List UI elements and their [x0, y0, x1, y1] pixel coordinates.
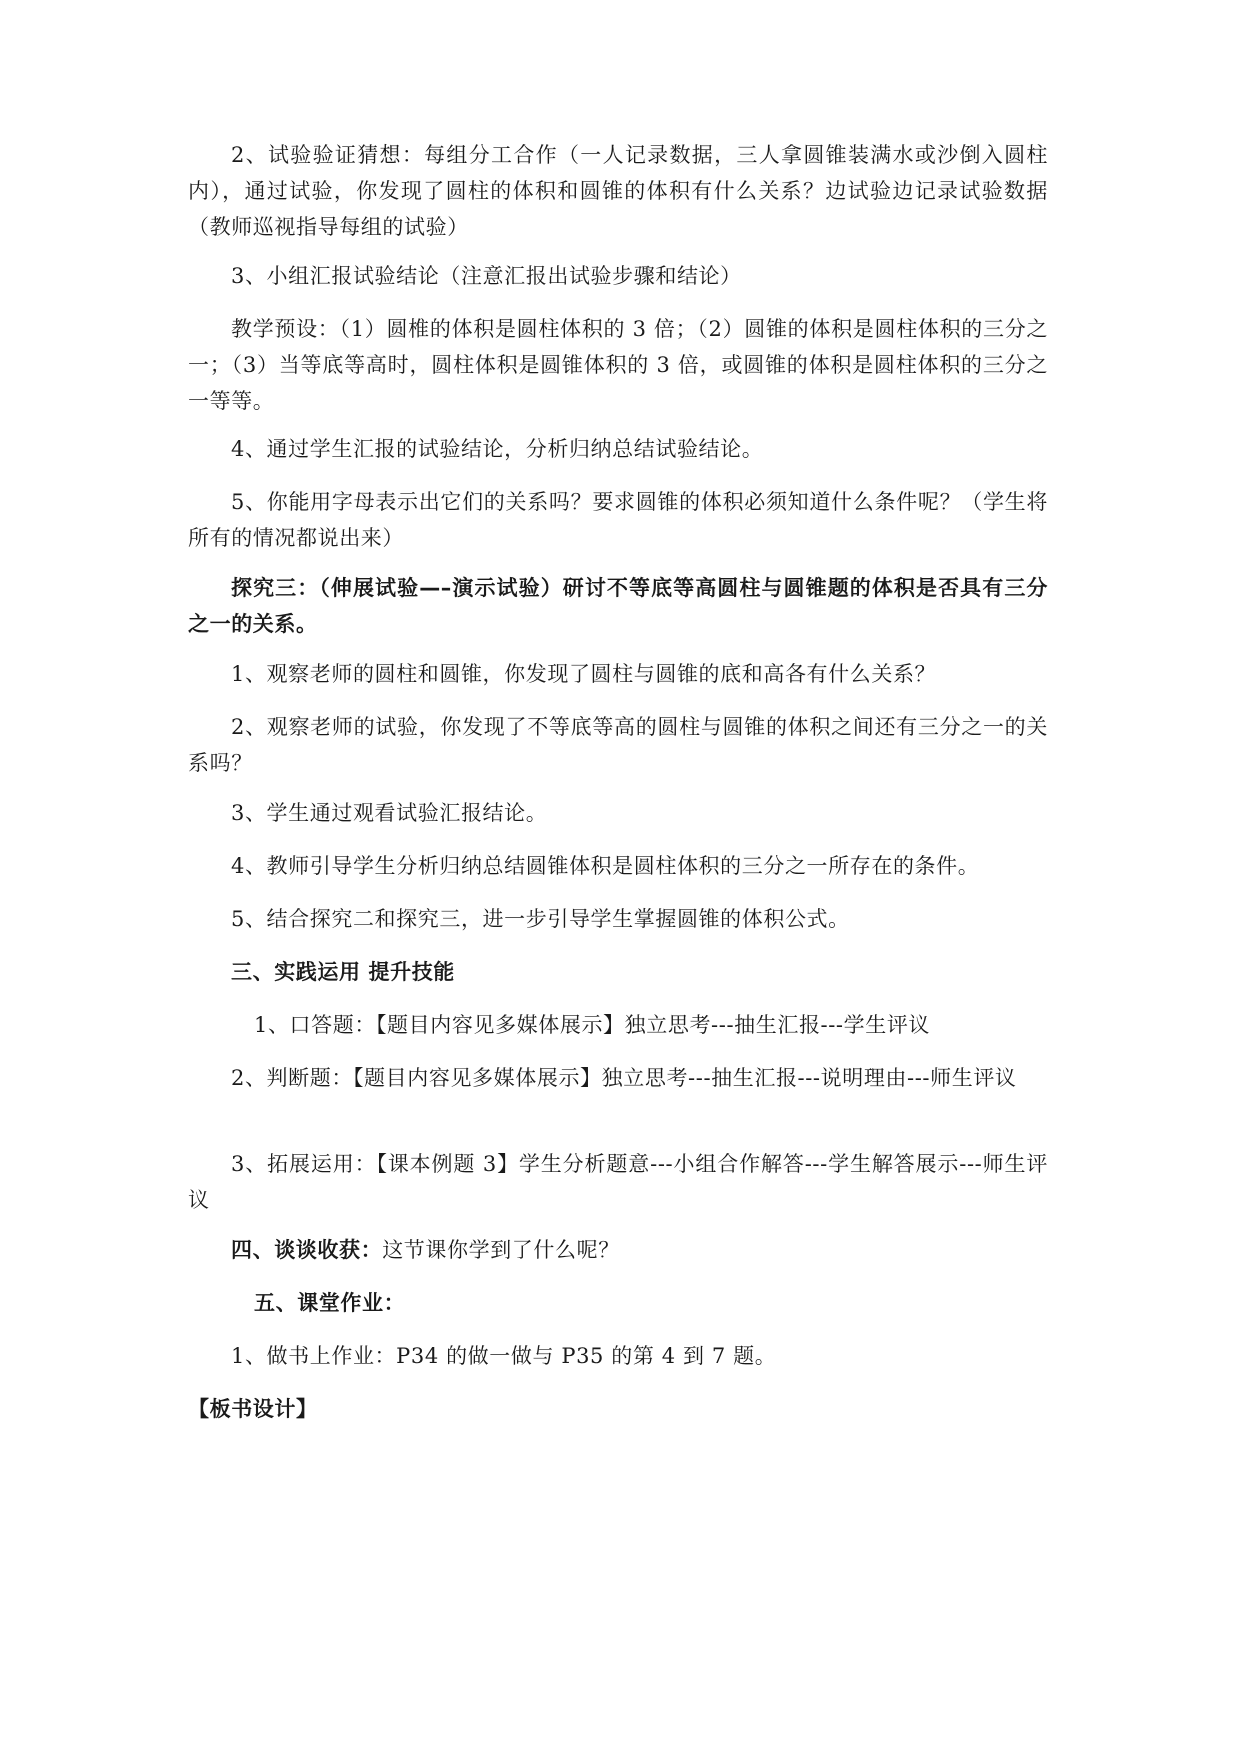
paragraph-judgement: 2、判断题：【题目内容见多媒体展示】独立思考---抽生汇报---说明理由---师生评议 [231, 1066, 1017, 1090]
heading-homework: 五、课堂作业： [254, 1291, 406, 1315]
paragraph-combine: 5、结合探究二和探究三，进一步引导学生掌握圆锥的体积公式。 [231, 907, 850, 931]
heading-practice: 三、实践运用 提升技能 [231, 960, 455, 984]
paragraph-watch-report: 3、学生通过观看试验汇报结论。 [231, 801, 548, 825]
paragraph-summarize: 4、通过学生汇报的试验结论，分析归纳总结试验结论。 [231, 437, 764, 461]
heading-explore-three: 探究三：（伸展试验—–演示试验）研讨不等底等高圆柱与圆锥题的体积是否具有三分之一的关系。 [188, 576, 1048, 636]
gains-text: 这节课你学到了什么呢？ [382, 1238, 620, 1262]
paragraph-experiment-verify: 2、试验验证猜想：每组分工合作（一人记录数据，三人拿圆锥装满水或沙倒入圆柱内），通过试验，你发现了圆柱的体积和圆锥的体积有什么关系？边试验边记录试验数据（教师巡视指导每组的试验） [188, 143, 1048, 239]
paragraph-extension: 3、拓展运用：【课本例题 3】学生分析题意---小组合作解答---学生解答展示---师生评议 [188, 1152, 1048, 1212]
paragraph-homework-item: 1、做书上作业：P34 的做一做与 P35 的第 4 到 7 题。 [231, 1344, 777, 1368]
paragraph-group-report: 3、小组汇报试验结论（注意汇报出试验步骤和结论） [231, 264, 742, 288]
paragraph-gains [188, 1232, 1048, 1268]
paragraph-observe-shapes: 1、观察老师的圆柱和圆锥，你发现了圆柱与圆锥的底和高各有什么关系？ [231, 662, 937, 686]
paragraph-oral-questions: 1、口答题：【题目内容见多媒体展示】独立思考---抽生汇报---学生评议 [254, 1013, 931, 1037]
heading-board-design: 【板书设计】 [188, 1397, 318, 1421]
paragraph-teacher-guide: 4、教师引导学生分析归纳总结圆锥体积是圆柱体积的三分之一所存在的条件。 [231, 854, 980, 878]
gains-label: 四、谈谈收获： [231, 1238, 383, 1262]
paragraph-teaching-preset: 教学预设：（1）圆椎的体积是圆柱体积的 3 倍；（2）圆锥的体积是圆柱体积的三分之一；（3）当等底等高时，圆柱体积是圆锥体积的 3 倍，或圆锥的体积是圆柱体积的三分之一等等。 [188, 317, 1048, 413]
paragraph-letter-formula: 5、你能用字母表示出它们的关系吗？要求圆锥的体积必须知道什么条件呢？（学生将所有的情况都说出来） [188, 490, 1048, 550]
paragraph-observe-experiment: 2、观察老师的试验，你发现了不等底等高的圆柱与圆锥的体积之间还有三分之一的关系吗？ [188, 715, 1048, 775]
